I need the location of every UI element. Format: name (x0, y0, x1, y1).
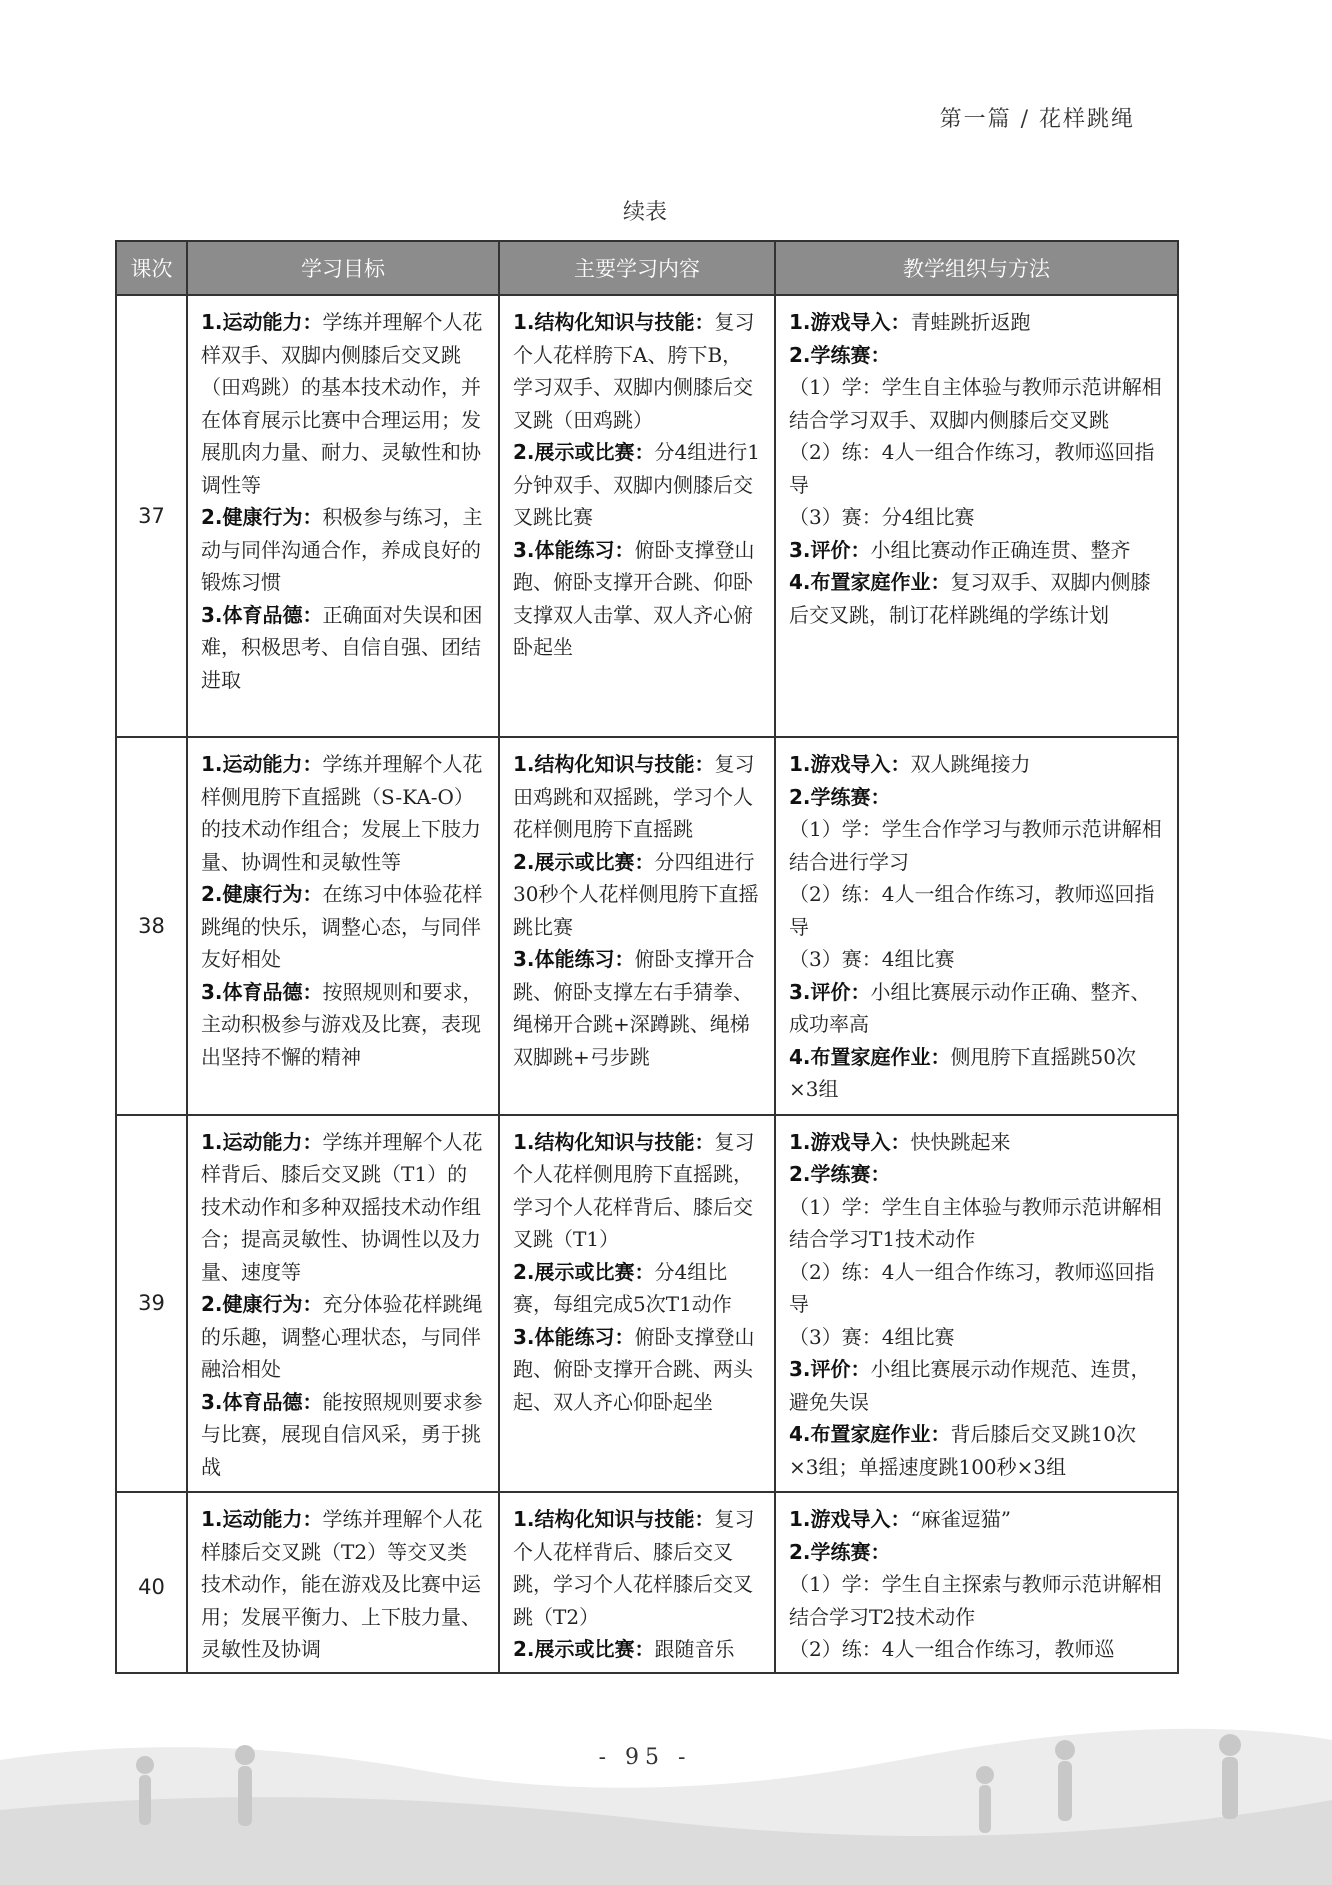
lesson-table (117, 242, 1177, 1674)
item-text: 小组比赛展示动作正确、整齐、成功率高 (789, 979, 1151, 1036)
item-text: 学练并理解个人花样膝后交叉跳（T2）等交叉类技术动作，能在游戏及比赛中运用；发展平衡力、上下肢力量、灵敏性及协调 (201, 1507, 483, 1661)
item-text: 侧甩胯下直摇跳50次 ×3组 (789, 1044, 1136, 1101)
item-text: 复习田鸡跳和双摇跳，学习个人花样侧甩胯下直摇跳 (513, 752, 755, 841)
content-item (513, 1256, 762, 1321)
item-text: （1）学：学生自主体验与教师示范讲解相结合学习双手、双脚内侧膝后交叉跳 (789, 375, 1162, 432)
item-label: 2.健康行为： (201, 505, 323, 529)
methods-item (789, 1353, 1165, 1418)
item-label: 2.学练赛： (789, 342, 891, 367)
item-label: 2.健康行为： (201, 882, 323, 906)
content-item (513, 1503, 762, 1633)
item-text: 复习个人花样背后、膝后交叉跳，学习个人花样膝后交叉跳（T2） (513, 1507, 755, 1629)
item-label: 3.体能练习： (513, 537, 635, 562)
item-text: 小组比赛动作正确连贯、整齐 (870, 537, 1131, 562)
item-label: 4.布置家庭作业： (789, 1422, 951, 1446)
item-text: （3）赛：分4组比赛 (789, 505, 975, 529)
item-text: 跟随音乐 (654, 1637, 735, 1661)
cell-goals (187, 1115, 499, 1493)
item-text: 复习个人花样侧甩胯下直摇跳，学习个人花样背后、膝后交叉跳（T1） (513, 1129, 755, 1251)
item-label: 2.展示或比赛： (513, 1259, 655, 1284)
item-text: 分四组进行30秒个人花样侧甩胯下直摇跳比赛 (513, 849, 759, 939)
item-text: 积极参与练习，主动与同伴沟通合作，养成良好的锻炼习惯 (201, 505, 483, 594)
methods-item (789, 943, 1165, 976)
item-label: 1.运动能力： (201, 310, 323, 334)
methods-item (789, 813, 1165, 878)
item-text: （1）学：学生自主探索与教师示范讲解相结合学习T2技术动作 (789, 1572, 1162, 1629)
cell-content (499, 737, 775, 1115)
item-text: 复习个人花样胯下A、胯下B，学习双手、双脚内侧膝后交叉跳（田鸡跳） (513, 310, 755, 432)
item-label: 2.学练赛： (789, 784, 891, 809)
methods-item (789, 1418, 1165, 1483)
cell-goals (187, 1492, 499, 1674)
item-label: 3.评价： (789, 979, 871, 1004)
item-text: （2）练：4人一组合作练习，教师巡回指导 (789, 1259, 1155, 1316)
methods-item (789, 1503, 1165, 1536)
lesson-table-frame (115, 240, 1179, 1674)
item-text: 双人跳绳接力 (910, 752, 1031, 776)
item-label: 1.结构化知识与技能： (513, 1129, 715, 1154)
content-item (513, 1321, 762, 1419)
lesson-number: 39 (117, 1115, 187, 1493)
item-label: 1.结构化知识与技能： (513, 752, 715, 776)
table-row (117, 1115, 1177, 1493)
methods-item (789, 878, 1165, 943)
table-row (117, 1492, 1177, 1674)
item-label: 4.布置家庭作业： (789, 570, 951, 594)
table-caption: 续表 (622, 200, 667, 225)
cell-methods (775, 737, 1177, 1115)
item-text: 正确面对失误和困难，积极思考、自信自强、团结进取 (201, 602, 483, 692)
item-label: 1.结构化知识与技能： (513, 310, 715, 334)
item-text: 学练并理解个人花样侧甩胯下直摇跳（S-KA-O）的技术动作组合；发展上下肢力量、协调性和灵敏性等 (201, 752, 483, 874)
goals-item (201, 501, 486, 599)
item-text: （1）学：学生合作学习与教师示范讲解相结合进行学习 (789, 817, 1162, 874)
goals-item (201, 1288, 486, 1386)
methods-item (789, 1321, 1165, 1354)
column-header-lesson: 课次 (117, 242, 187, 295)
item-text: （2）练：4人一组合作练习，教师巡回指导 (789, 882, 1155, 939)
item-label: 3.体育品德： (201, 979, 323, 1004)
item-label: 1.运动能力： (201, 1129, 323, 1154)
methods-item (789, 781, 1165, 814)
item-label: 3.评价： (789, 537, 871, 562)
goals-item (201, 748, 486, 878)
item-text: 青蛙跳折返跑 (910, 310, 1031, 334)
methods-item (789, 371, 1165, 436)
goals-item (201, 1386, 486, 1484)
methods-item (789, 976, 1165, 1041)
content-item (513, 1633, 762, 1666)
item-label: 1.游戏导入： (789, 1507, 911, 1531)
content-item (513, 748, 762, 846)
cell-methods (775, 1115, 1177, 1493)
item-label: 4.布置家庭作业： (789, 1044, 951, 1069)
item-text: 按照规则和要求，主动积极参与游戏及比赛，表现出坚持不懈的精神 (201, 979, 483, 1069)
goals-item (201, 306, 486, 501)
item-text: “麻雀逗猫” (910, 1507, 1011, 1531)
methods-item (789, 1126, 1165, 1159)
table-header-row (117, 242, 1177, 295)
item-label: 3.体育品德： (201, 1389, 323, 1414)
cell-methods (775, 295, 1177, 737)
item-text: 学练并理解个人花样双手、双脚内侧膝后交叉跳（田鸡跳）的基本技术动作，并在体育展示比赛中合理运用；发展肌肉力量、耐力、灵敏性和协调性等 (201, 310, 483, 497)
item-text: 充分体验花样跳绳的乐趣，调整心理状态，与同伴融洽相处 (201, 1292, 483, 1381)
item-text: 俯卧支撑开合跳、俯卧支撑左右手猜拳、绳梯开合跳+深蹲跳、绳梯双脚跳+弓步跳 (513, 947, 755, 1069)
item-label: 2.展示或比赛： (513, 1637, 655, 1661)
item-text: 分4组比赛，每组完成5次T1动作 (513, 1259, 732, 1316)
goals-item (201, 1126, 486, 1289)
methods-item (789, 1158, 1165, 1191)
table-row (117, 737, 1177, 1115)
item-label: 1.游戏导入： (789, 310, 911, 334)
item-label: 2.学练赛： (789, 1162, 891, 1186)
item-label: 1.游戏导入： (789, 752, 911, 776)
methods-item (789, 339, 1165, 372)
item-text: 俯卧支撑登山跑、俯卧支撑开合跳、仰卧支撑双人击掌、双人齐心俯卧起坐 (513, 537, 755, 659)
goals-item (201, 878, 486, 976)
column-header-methods: 教学组织与方法 (775, 242, 1177, 295)
methods-item (789, 534, 1165, 567)
item-label: 3.评价： (789, 1357, 871, 1381)
content-item (513, 436, 762, 534)
content-item (513, 534, 762, 664)
item-text: （3）赛：4组比赛 (789, 1324, 955, 1349)
lesson-number: 37 (117, 295, 187, 737)
methods-item (789, 1256, 1165, 1321)
methods-item (789, 436, 1165, 501)
item-label: 1.运动能力： (201, 1507, 323, 1531)
column-header-goals: 学习目标 (187, 242, 499, 295)
table-row (117, 295, 1177, 737)
item-label: 3.体能练习： (513, 947, 635, 971)
item-text: 能按照规则要求参与比赛，展现自信风采，勇于挑战 (201, 1389, 483, 1479)
lesson-number: 40 (117, 1492, 187, 1674)
item-label: 2.展示或比赛： (513, 849, 655, 874)
item-label: 2.健康行为： (201, 1292, 323, 1316)
cell-goals (187, 737, 499, 1115)
item-label: 1.结构化知识与技能： (513, 1507, 715, 1531)
cell-content (499, 1115, 775, 1493)
item-label: 2.展示或比赛： (513, 440, 655, 464)
cell-content (499, 1492, 775, 1674)
footer-decoration (0, 1700, 1332, 1885)
item-text: （2）练：4人一组合作练习，教师巡 (789, 1637, 1115, 1661)
cell-goals (187, 295, 499, 737)
running-header: 第一篇 / 花样跳绳 (939, 107, 1135, 132)
content-item (513, 943, 762, 1073)
content-item (513, 846, 762, 944)
goals-item (201, 599, 486, 697)
cell-content (499, 295, 775, 737)
item-text: 背后膝后交叉跳10次×3组；单摇速度跳100秒×3组 (789, 1422, 1136, 1479)
item-text: 分4组进行1分钟双手、双脚内侧膝后交叉跳比赛 (513, 440, 760, 529)
methods-item (789, 1633, 1165, 1666)
methods-item (789, 1041, 1165, 1106)
page-number: - 95 - (598, 1745, 692, 1770)
methods-item (789, 501, 1165, 534)
cell-methods (775, 1492, 1177, 1674)
goals-item (201, 1503, 486, 1666)
item-label: 2.学练赛： (789, 1539, 891, 1564)
content-item (513, 1126, 762, 1256)
item-text: （3）赛：4组比赛 (789, 947, 955, 971)
item-text: 俯卧支撑登山跑、俯卧支撑开合跳、两头起、双人齐心仰卧起坐 (513, 1324, 755, 1414)
column-header-content: 主要学习内容 (499, 242, 775, 295)
item-label: 3.体育品德： (201, 602, 323, 627)
item-text: （2）练：4人一组合作练习，教师巡回指导 (789, 440, 1155, 497)
methods-item (789, 1568, 1165, 1633)
item-label: 3.体能练习： (513, 1324, 635, 1349)
content-item (513, 306, 762, 436)
goals-item (201, 976, 486, 1074)
methods-item (789, 566, 1165, 631)
item-label: 1.运动能力： (201, 752, 323, 776)
methods-item (789, 748, 1165, 781)
methods-item (789, 1536, 1165, 1569)
item-text: 小组比赛展示动作规范、连贯，避免失误 (789, 1357, 1151, 1414)
item-text: 快快跳起来 (910, 1129, 1011, 1154)
methods-item (789, 306, 1165, 339)
lesson-number: 38 (117, 737, 187, 1115)
item-text: （1）学：学生自主体验与教师示范讲解相结合学习T1技术动作 (789, 1194, 1162, 1251)
methods-item (789, 1191, 1165, 1256)
item-text: 学练并理解个人花样背后、膝后交叉跳（T1）的技术动作和多种双摇技术动作组合；提高灵敏性、协调性以及力量、速度等 (201, 1129, 483, 1284)
item-text: 复习双手、双脚内侧膝后交叉跳，制订花样跳绳的学练计划 (789, 570, 1151, 627)
item-label: 1.游戏导入： (789, 1129, 911, 1154)
item-text: 在练习中体验花样跳绳的快乐，调整心态，与同伴友好相处 (201, 882, 483, 971)
